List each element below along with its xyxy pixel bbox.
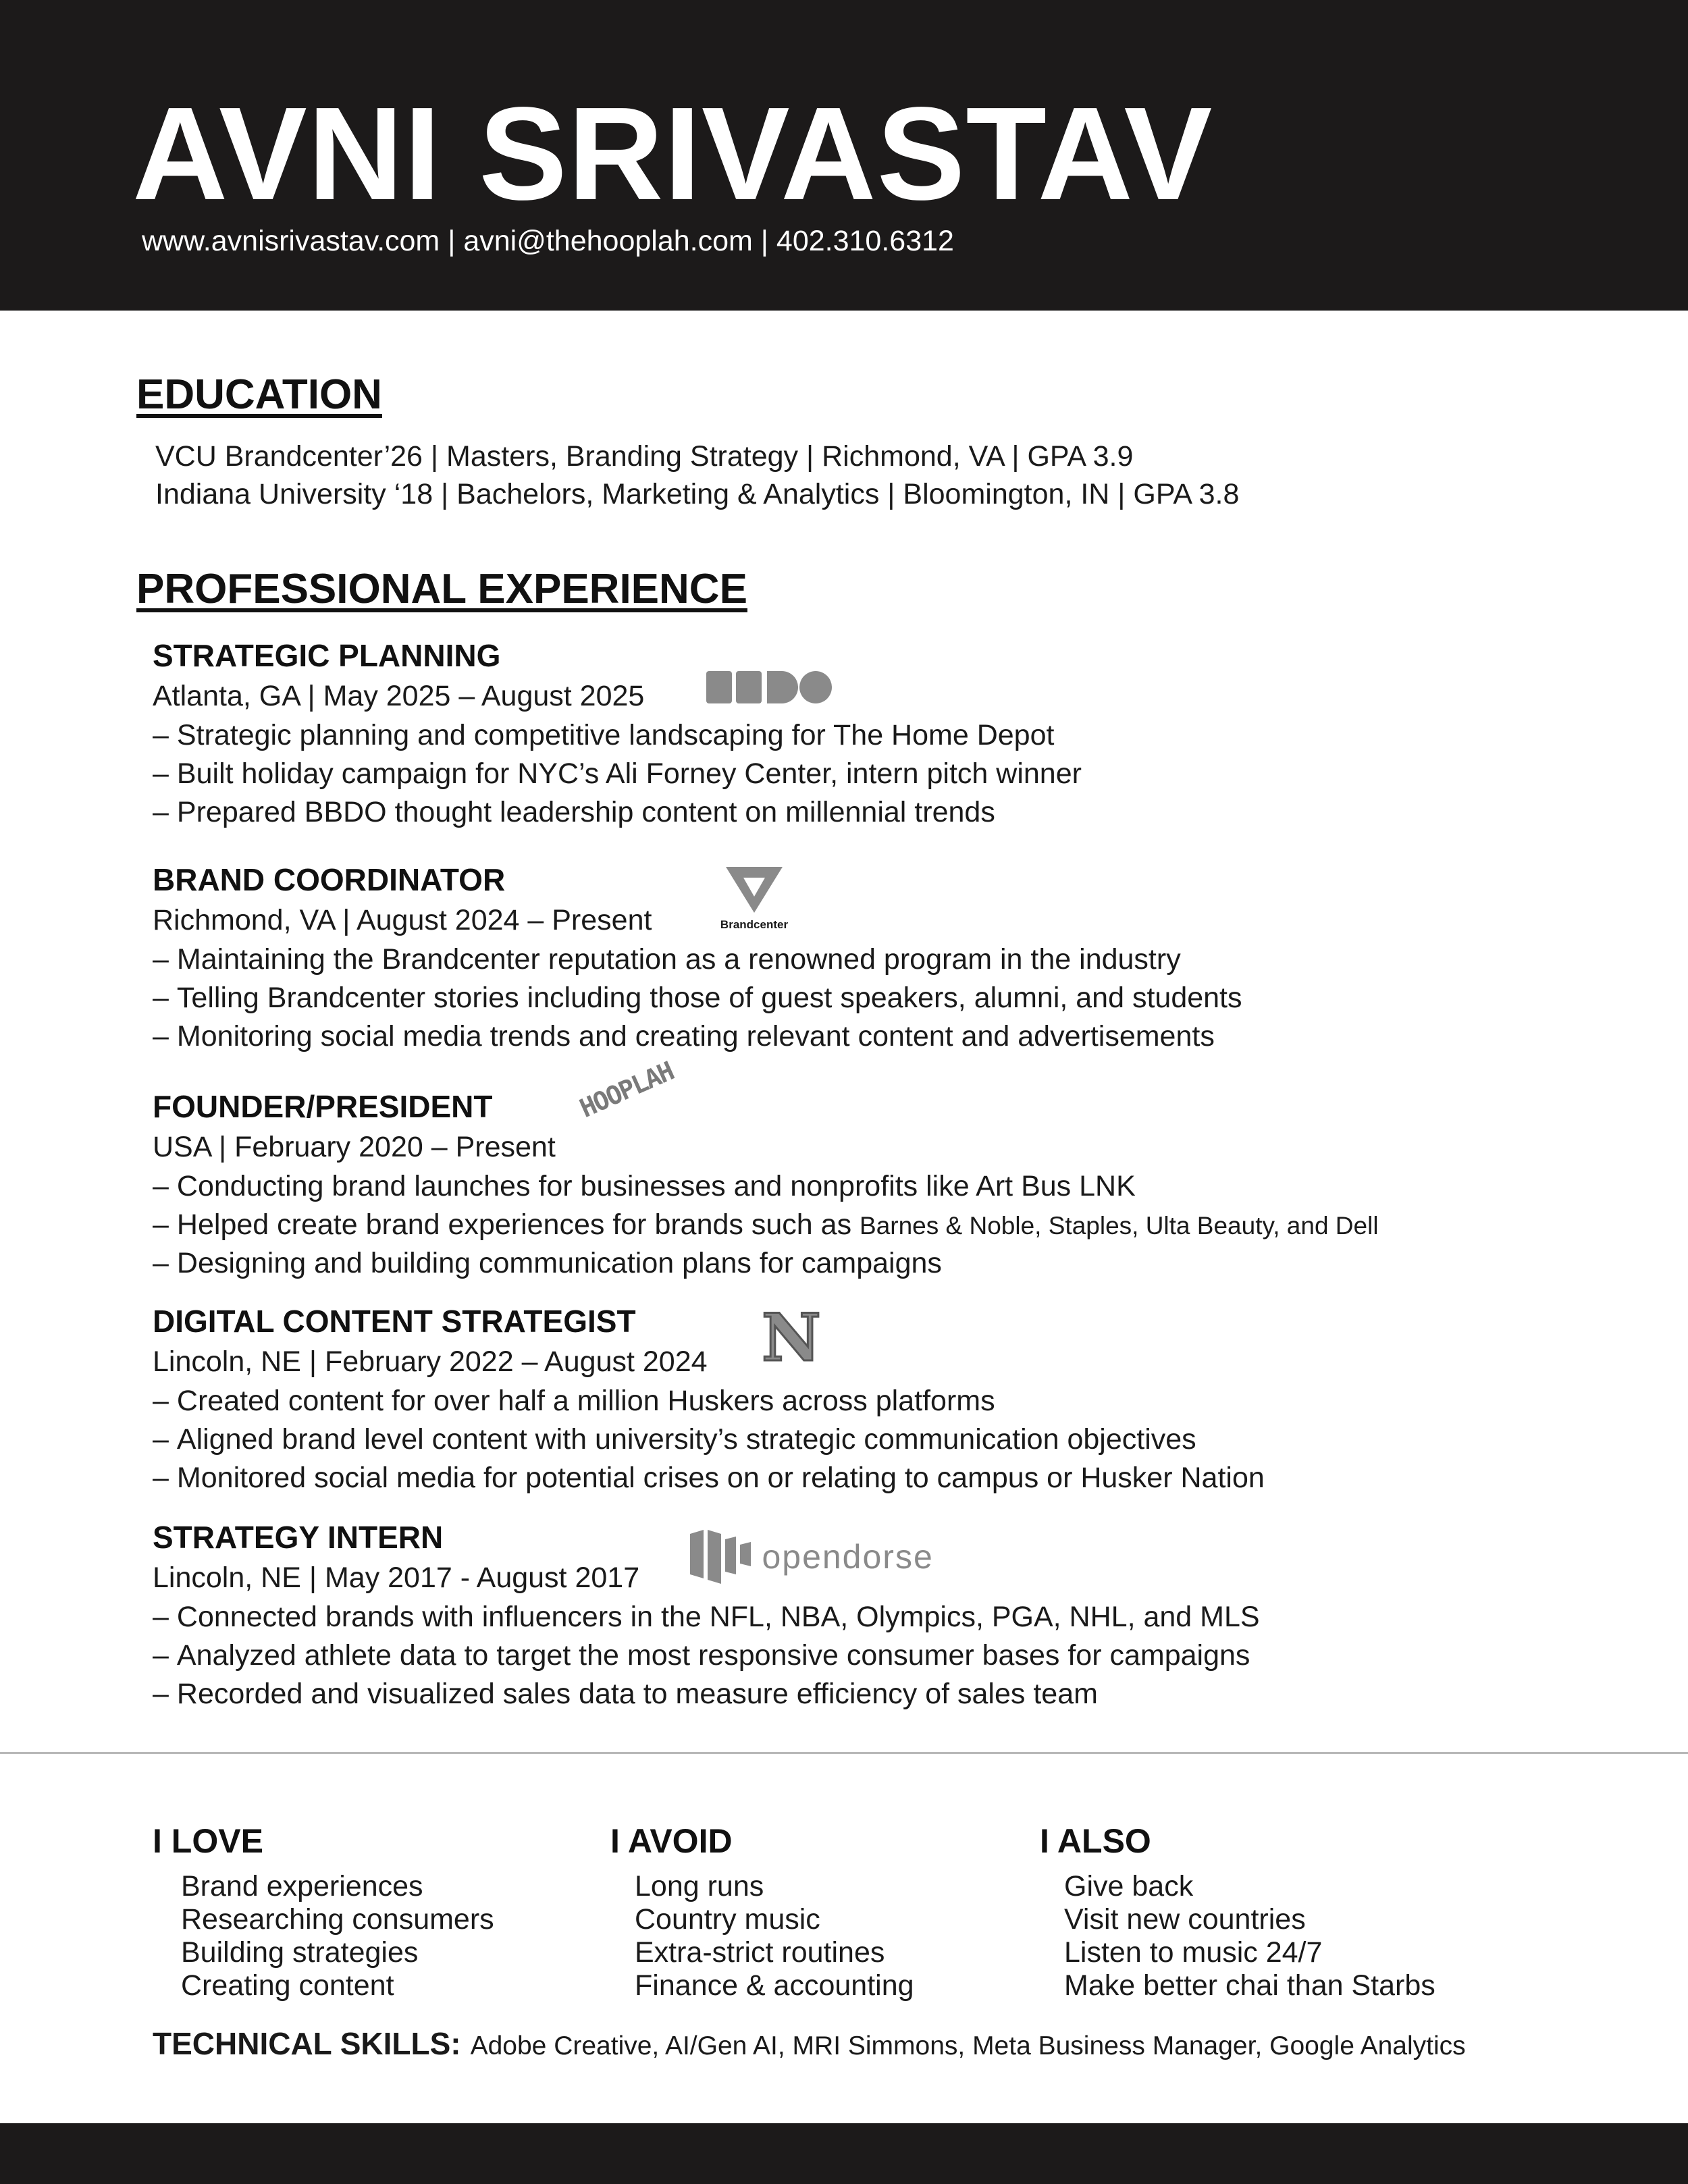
job-bullet: [153, 757, 1082, 790]
job-bullet: [153, 1464, 1265, 1493]
job-bullet: [153, 1210, 1379, 1240]
bullet-dash: –: [153, 1423, 169, 1456]
bullet-text: Analyzed athlete data to target the most responsive consumer bases for campaigns: [176, 1639, 1250, 1672]
opendorse-logo-text: opendorse: [762, 1538, 934, 1576]
bullet-dash: –: [153, 1208, 169, 1241]
bullet-brands: Barnes & Noble, Staples, Ulta Beauty, and Dell: [860, 1212, 1379, 1240]
brandcenter-logo-text: Brandcenter: [720, 918, 789, 931]
bullet-text: Recorded and visualized sales data to measure efficiency of sales team: [176, 1678, 1098, 1710]
column-list: [635, 1870, 914, 2002]
nebraska-logo: N: [762, 1300, 821, 1376]
bullet-text: Created content for over half a million Huskers across platforms: [176, 1385, 995, 1417]
job-role: DIGITAL CONTENT STRATEGIST: [153, 1304, 636, 1339]
bullet-dash: –: [153, 719, 169, 751]
bullet-dash: –: [153, 796, 169, 828]
job-bullet: [153, 721, 1054, 750]
list-item: Brand experiences: [181, 1870, 423, 1902]
column-title: I AVOID: [610, 1822, 733, 1860]
opendorse-logo: [689, 1527, 934, 1587]
bullet-text: Strategic planning and competitive landscaping for The Home Depot: [176, 719, 1055, 751]
footer-band: [0, 2123, 1688, 2184]
list-item: Country music: [635, 1903, 820, 1936]
education-heading: EDUCATION: [136, 371, 382, 418]
job-bullet: [153, 984, 1242, 1013]
job-meta: Richmond, VA | August 2024 – Present: [153, 904, 652, 936]
job-role: STRATEGIC PLANNING: [153, 638, 501, 673]
job-bullet: [153, 1022, 1215, 1051]
job-bullet: [153, 1641, 1250, 1670]
bullet-dash: –: [153, 1601, 169, 1633]
bbdo-logo: [705, 668, 833, 710]
bullet-dash: –: [153, 1385, 169, 1417]
bullet-dash: –: [153, 1247, 169, 1279]
list-item: Building strategies: [181, 1936, 419, 1969]
list-item: Finance & accounting: [635, 1969, 914, 2002]
column-list: [1064, 1870, 1435, 2002]
bullet-text: Designing and building communication plans for campaigns: [176, 1247, 942, 1279]
education-line-vcu: VCU Brandcenter’26 | Masters, Branding Strategy | Richmond, VA | GPA 3.9: [155, 440, 1134, 473]
bullet-text: Maintaining the Brandcenter reputation as a renowned program in the industry: [176, 943, 1181, 976]
list-item: Give back: [1064, 1870, 1194, 1902]
bullet-dash: –: [153, 982, 169, 1014]
bullet-text: Conducting brand launches for businesses and nonprofits like Art Bus LNK: [176, 1170, 1136, 1202]
job-bullet: [153, 1172, 1136, 1201]
bullet-text: Prepared BBDO thought leadership content on millennial trends: [176, 796, 995, 828]
bullet-dash: –: [153, 1020, 169, 1053]
bullet-dash: –: [153, 943, 169, 976]
skills-text: Adobe Creative, AI/Gen AI, MRI Simmons, Meta Business Manager, Google Analytics: [470, 2031, 1466, 2060]
bullet-dash: –: [153, 1678, 169, 1710]
education-line-indiana: Indiana University ‘18 | Bachelors, Marketing & Analytics | Bloomington, IN | GPA 3.8: [155, 478, 1240, 510]
bullet-text: Telling Brandcenter stories including those of guest speakers, alumni, and students: [176, 982, 1242, 1014]
bullet-text: Connected brands with influencers in the NFL, NBA, Olympics, PGA, NHL, and MLS: [176, 1601, 1260, 1633]
job-meta: USA | February 2020 – Present: [153, 1131, 556, 1163]
section-divider: [0, 1752, 1688, 1754]
bullet-dash: –: [153, 757, 169, 790]
bullet-text: Built holiday campaign for NYC’s Ali Forney Center, intern pitch winner: [176, 757, 1082, 790]
bullet-text: Monitored social media for potential crises on or relating to campus or Husker Nation: [176, 1462, 1265, 1494]
column-love: [153, 1824, 494, 2002]
bullet-dash: –: [153, 1639, 169, 1672]
job-bullet: [153, 1680, 1098, 1709]
column-title: I LOVE: [153, 1822, 263, 1860]
list-item: Researching consumers: [181, 1903, 494, 1936]
column-list: [181, 1870, 494, 2002]
column-also: [1040, 1824, 1435, 2002]
job-bullet: [153, 1249, 942, 1278]
list-item: Long runs: [635, 1870, 764, 1902]
bullet-text: Monitoring social media trends and creating relevant content and advertisements: [176, 1020, 1215, 1053]
job-role: STRATEGY INTERN: [153, 1520, 444, 1555]
resume-name: AVNI SRIVASTAV: [132, 80, 1213, 228]
bullet-text: Aligned brand level content with university’s strategic communication objectives: [176, 1423, 1196, 1456]
list-item: Listen to music 24/7: [1064, 1936, 1323, 1969]
job-bullet: [153, 1603, 1260, 1632]
job-meta: Lincoln, NE | May 2017 - August 2017: [153, 1562, 640, 1594]
list-item: Extra-strict routines: [635, 1936, 885, 1969]
job-bullet: [153, 1425, 1196, 1454]
job-bullet: [153, 1387, 995, 1416]
job-bullet: [153, 945, 1181, 974]
bullet-text: Helped create brand experiences for brands such as: [176, 1208, 852, 1241]
job-bullet: [153, 798, 995, 827]
contact-line: www.avnisrivastav.com | avni@thehooplah.com | 402.310.6312: [142, 225, 954, 257]
list-item: Creating content: [181, 1969, 394, 2002]
column-title: I ALSO: [1040, 1822, 1151, 1860]
hooplah-logo: HOOPLAH: [575, 1056, 678, 1123]
skills-label: TECHNICAL SKILLS:: [153, 2026, 461, 2061]
column-avoid: [610, 1824, 914, 2002]
job-role: FOUNDER/PRESIDENT: [153, 1089, 493, 1124]
job-meta: Lincoln, NE | February 2022 – August 2024: [153, 1346, 708, 1378]
bullet-dash: –: [153, 1170, 169, 1202]
list-item: Make better chai than Starbs: [1064, 1969, 1435, 2002]
list-item: Visit new countries: [1064, 1903, 1306, 1936]
job-meta: Atlanta, GA | May 2025 – August 2025: [153, 680, 645, 712]
brandcenter-logo: [710, 864, 798, 932]
experience-heading: PROFESSIONAL EXPERIENCE: [136, 566, 747, 612]
technical-skills: [153, 2028, 1466, 2059]
job-role: BRAND COORDINATOR: [153, 862, 506, 897]
bullet-dash: –: [153, 1462, 169, 1494]
